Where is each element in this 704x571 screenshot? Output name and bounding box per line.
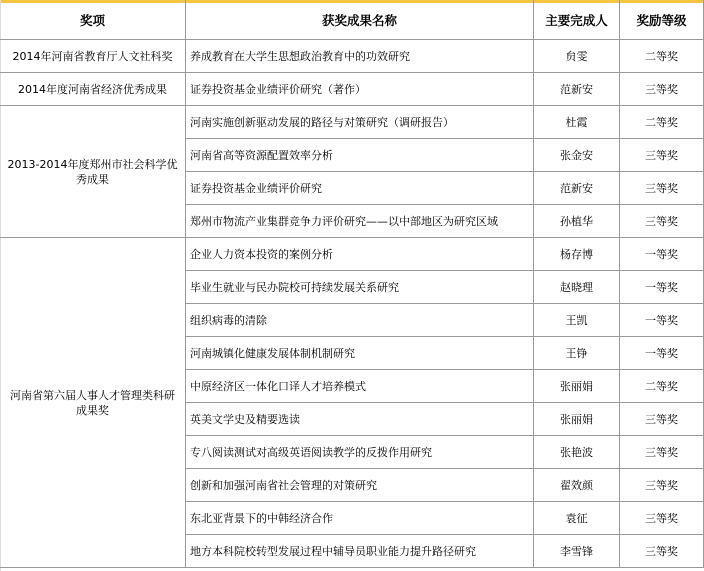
row-person: 张艳波: [534, 436, 620, 469]
row-title: 郑州市物流产业集群竞争力评价研究——以中部地区为研究区域: [186, 205, 534, 238]
row-level: 三等奖: [620, 139, 704, 172]
row-level: 一等奖: [620, 271, 704, 304]
row-title: 河南省高等资源配置效率分析: [186, 139, 534, 172]
row-person: 王凯: [534, 304, 620, 337]
row-level: 一等奖: [620, 304, 704, 337]
row-level: 一等奖: [620, 238, 704, 271]
row-title: 河南实施创新驱动发展的路径与对策研究（调研报告）: [186, 106, 534, 139]
award-group: 2013-2014年度郑州市社会科学优秀成果: [0, 106, 186, 238]
row-person: 孙植华: [534, 205, 620, 238]
header-award: 奖项: [0, 0, 186, 40]
row-title: 养成教育在大学生思想政治教育中的功效研究: [186, 40, 534, 73]
row-level: 三等奖: [620, 205, 704, 238]
row-title: 企业人力资本投资的案例分析: [186, 238, 534, 271]
row-person: 李雪锋: [534, 535, 620, 568]
row-level: 三等奖: [620, 172, 704, 205]
row-person: 翟效颜: [534, 469, 620, 502]
header-level: 奖励等级: [620, 0, 704, 40]
award-group: 2014年河南省教育厅人文社科奖: [0, 40, 186, 73]
row-title: 地方本科院校转型发展过程中辅导员职业能力提升路径研究: [186, 535, 534, 568]
row-title: 毕业生就业与民办院校可持续发展关系研究: [186, 271, 534, 304]
row-person: 袁征: [534, 502, 620, 535]
row-person: 贠雯: [534, 40, 620, 73]
row-level: 三等奖: [620, 469, 704, 502]
row-person: 杜霞: [534, 106, 620, 139]
row-person: 张丽娟: [534, 370, 620, 403]
header-person: 主要完成人: [534, 0, 620, 40]
row-person: 杨存博: [534, 238, 620, 271]
row-person: 范新安: [534, 172, 620, 205]
row-level: 一等奖: [620, 337, 704, 370]
award-group: 河南省第六届人事人才管理类科研成果奖: [0, 238, 186, 568]
row-title: 证券投资基金业绩评价研究（著作）: [186, 73, 534, 106]
row-level: 三等奖: [620, 73, 704, 106]
row-level: 三等奖: [620, 403, 704, 436]
row-title: 英美文学史及精要选读: [186, 403, 534, 436]
row-level: 三等奖: [620, 436, 704, 469]
row-level: 二等奖: [620, 370, 704, 403]
row-title: 证券投资基金业绩评价研究: [186, 172, 534, 205]
row-title: 河南城镇化健康发展体制机制研究: [186, 337, 534, 370]
row-level: 二等奖: [620, 40, 704, 73]
row-title: 组织病毒的清除: [186, 304, 534, 337]
row-title: 创新和加强河南省社会管理的对策研究: [186, 469, 534, 502]
row-title: 中原经济区一体化口译人才培养模式: [186, 370, 534, 403]
header-title: 获奖成果名称: [186, 0, 534, 40]
row-person: 张金安: [534, 139, 620, 172]
row-person: 王铮: [534, 337, 620, 370]
row-person: 范新安: [534, 73, 620, 106]
row-title: 东北亚背景下的中韩经济合作: [186, 502, 534, 535]
row-level: 三等奖: [620, 502, 704, 535]
row-person: 张丽娟: [534, 403, 620, 436]
row-title: 专八阅读测试对高级英语阅读教学的反拨作用研究: [186, 436, 534, 469]
row-level: 三等奖: [620, 535, 704, 568]
award-group: 2014年度河南省经济优秀成果: [0, 73, 186, 106]
row-person: 赵晓理: [534, 271, 620, 304]
row-level: 二等奖: [620, 106, 704, 139]
